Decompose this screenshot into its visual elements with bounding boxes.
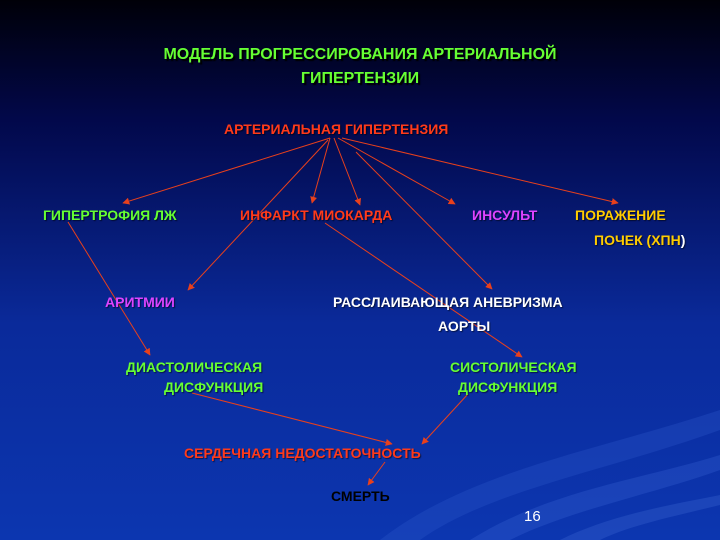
node-kidney-damage-line1: ПОРАЖЕНИЕ: [575, 207, 666, 223]
node-aortic-aneurysm-line1: РАССЛАИВАЮЩАЯ АНЕВРИЗМА: [333, 294, 563, 310]
arrow-infarction-to-systolic: [325, 223, 522, 357]
arrow-systolic-to-hf: [422, 394, 468, 444]
node-systolic-line1: СИСТОЛИЧЕСКАЯ: [450, 359, 577, 375]
node-arrhythmia: АРИТМИИ: [105, 294, 175, 310]
arrow-diastolic-to-hf: [192, 393, 392, 444]
arrow-hf-to-death: [368, 462, 385, 485]
node-diastolic-line1: ДИАСТОЛИЧЕСКАЯ: [126, 359, 263, 375]
arrow-root-to-kidney-2: [342, 138, 618, 203]
node-stroke: ИНСУЛЬТ: [472, 207, 538, 223]
node-myocardial-infarction: ИНФАРКТ МИОКАРДА: [240, 207, 393, 223]
node-lv-hypertrophy: ГИПЕРТРОФИЯ ЛЖ: [43, 207, 177, 223]
node-kidney-damage-line2: [594, 233, 685, 247]
page-number: 16: [524, 508, 541, 525]
node-diastolic-line2: ДИСФУНКЦИЯ: [164, 379, 264, 395]
slide-title-line1: МОДЕЛЬ ПРОГРЕССИРОВАНИЯ АРТЕРИАЛЬНОЙ: [163, 46, 557, 63]
kidney-damage-text: ПОЧЕК (ХПН: [594, 232, 681, 248]
node-arterial-hypertension: АРТЕРИАЛЬНАЯ ГИПЕРТЕНЗИЯ: [224, 121, 449, 137]
node-heart-failure: СЕРДЕЧНАЯ НЕДОСТАТОЧНОСТЬ: [184, 445, 421, 461]
node-systolic-line2: ДИСФУНКЦИЯ: [458, 379, 558, 395]
node-aortic-aneurysm-line2: АОРТЫ: [438, 318, 491, 334]
arrow-lvh-to-diastolic: [68, 222, 150, 355]
kidney-damage-paren: ): [680, 232, 686, 248]
slide-title-line2: ГИПЕРТЕНЗИИ: [300, 70, 420, 87]
node-death: СМЕРТЬ: [331, 488, 390, 504]
